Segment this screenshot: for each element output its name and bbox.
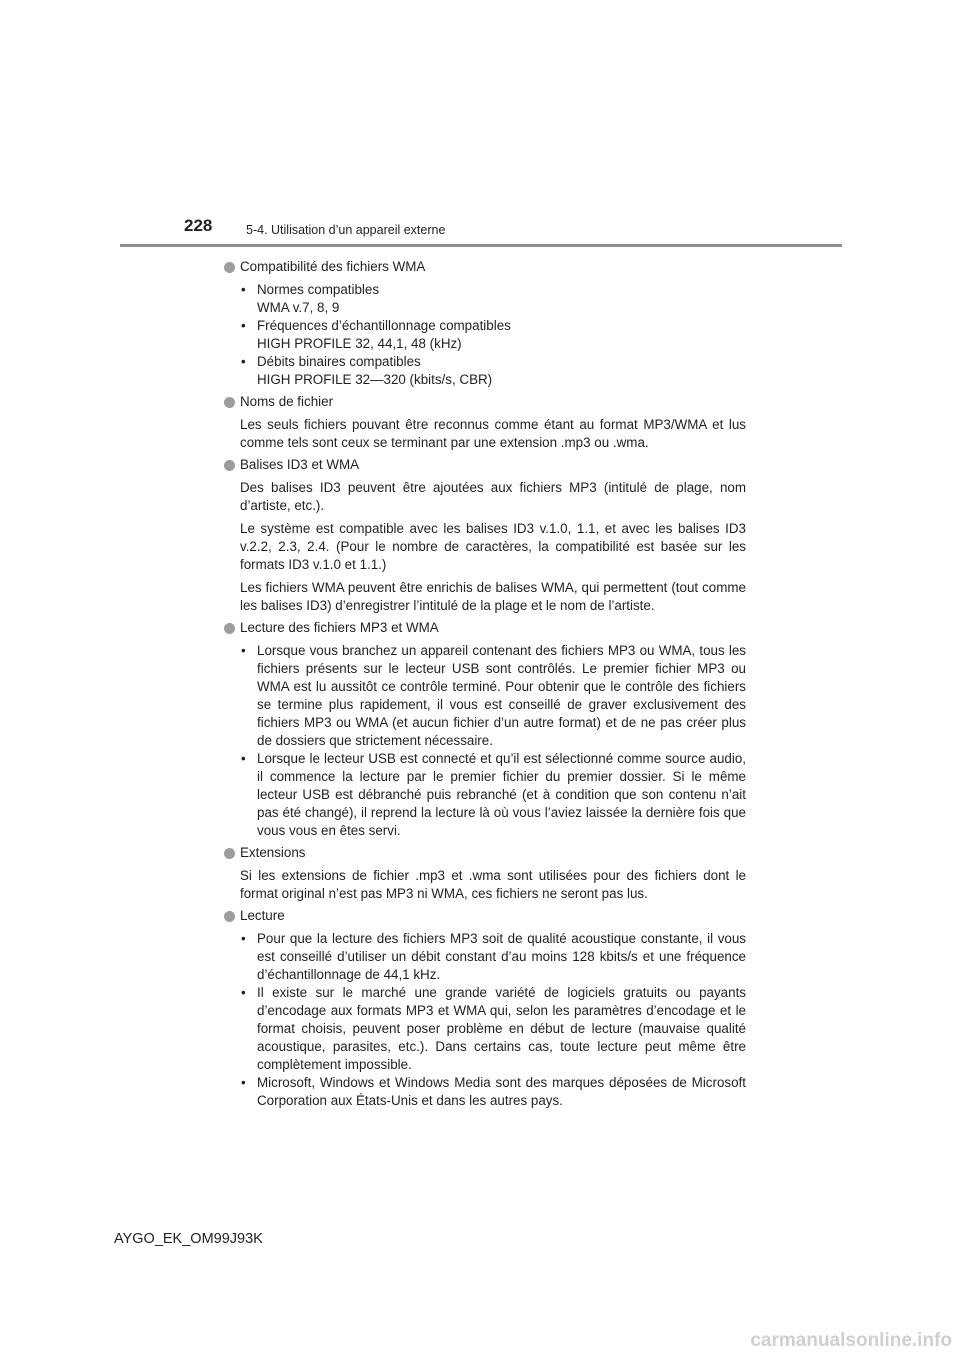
circle-bullet-icon	[224, 262, 235, 273]
section-mp3-wma-playback	[224, 619, 746, 840]
bullet-mark: •	[241, 1075, 246, 1090]
bullet-mark: •	[241, 282, 246, 297]
bullet-mark: •	[241, 354, 246, 369]
list-item	[240, 353, 746, 389]
header-divider	[120, 244, 842, 247]
item-list	[240, 930, 746, 1110]
circle-bullet-icon	[224, 397, 235, 408]
list-item	[240, 642, 746, 750]
section-header-title: 5-4. Utilisation d’un appareil externe	[246, 223, 446, 237]
page-content	[224, 254, 746, 1110]
paragraph: Des balises ID3 peuvent être ajoutées aux fichiers MP3 (intitulé de plage, nom d’artiste, etc.).	[240, 480, 746, 513]
list-item-text: Lorsque vous branchez un appareil contenant des fichiers MP3 ou WMA, tous les fichiers présents sur le lecteur USB sont contrôlés. Le premier fichier MP3 ou WMA est lu aussitôt ce contrôle terminé. Pour obtenir que le contrôle des fichiers se termine plus rapidement, il vous est conseillé de graver exclusivement des fichiers MP3 ou WMA (et aucun fichier d’un autre format) et de ne pas créer plus de dossiers que strictement nécessaire.	[257, 643, 746, 748]
section-title-text: Balises ID3 et WMA	[240, 457, 360, 472]
list-item	[240, 930, 746, 984]
section-title	[224, 619, 746, 637]
section-playback	[224, 907, 746, 1110]
section-extensions	[224, 844, 746, 903]
item-list	[240, 281, 746, 389]
list-item	[240, 984, 746, 1074]
section-title	[224, 393, 746, 411]
paragraph: Les fichiers WMA peuvent être enrichis de balises WMA, qui permettent (tout comme les balises ID3) d’enregistrer l’intitulé de la plage et le nom de l’artiste.	[240, 580, 746, 613]
bullet-mark: •	[241, 318, 246, 333]
circle-bullet-icon	[224, 848, 235, 859]
paragraph: Les seuls fichiers pouvant être reconnus comme étant au format MP3/WMA et lus comme tels sont ceux se terminant par une extension .mp3 ou .wma.	[240, 417, 746, 450]
list-item	[240, 1074, 746, 1110]
section-title	[224, 258, 746, 276]
bullet-mark: •	[241, 643, 246, 658]
section-title-text: Compatibilité des fichiers WMA	[240, 259, 426, 274]
section-title	[224, 456, 746, 474]
list-item-text: Normes compatibles	[257, 282, 380, 297]
section-title-text: Extensions	[240, 845, 306, 860]
circle-bullet-icon	[224, 460, 235, 471]
paragraph: Le système est compatible avec les balises ID3 v.1.0, 1.1, et avec les balises ID3 v.2.2, 2.3, 2.4. (Pour le nombre de caractères, la compatibilité est basée sur les formats ID3 v.1.0 et 1.1.)	[240, 521, 746, 572]
list-item-subtext: HIGH PROFILE 32—320 (kbits/s, CBR)	[257, 372, 493, 387]
bullet-mark: •	[241, 751, 246, 766]
page-number: 228	[184, 216, 213, 235]
watermark: carmanualsonline.info	[750, 1330, 952, 1351]
section-title	[224, 844, 746, 862]
list-item-text: Lorsque le lecteur USB est connecté et qu’il est sélectionné comme source audio, il commence la lecture par le premier fichier du premier dossier. Si le même lecteur USB est débranché puis rebranché (et à condition que son contenu n’ait pas été changé), il reprend la lecture là où vous l’aviez laissée la dernière fois que vous vous en êtes servi.	[257, 751, 746, 838]
circle-bullet-icon	[224, 623, 235, 634]
bullet-mark: •	[241, 985, 246, 1000]
list-item	[240, 281, 746, 317]
section-id3-wma-tags	[224, 456, 746, 615]
list-item-subtext: HIGH PROFILE 32, 44,1, 48 (kHz)	[257, 336, 462, 351]
list-item	[240, 317, 746, 353]
bullet-mark: •	[241, 931, 246, 946]
section-title-text: Lecture des fichiers MP3 et WMA	[240, 620, 439, 635]
list-item-text: Il existe sur le marché une grande variété de logiciels gratuits ou payants d’encodage aux formats MP3 et WMA qui, selon les paramètres d’encodage et le format choisis, peuvent poser problème en début de lecture (mauvaise qualité acoustique, parasites, etc.). Dans certains cas, toute lecture peut même être complètement impossible.	[257, 985, 746, 1072]
section-file-names	[224, 393, 746, 452]
section-wma-compatibility	[224, 258, 746, 389]
list-item	[240, 750, 746, 840]
list-item-text: Fréquences d’échantillonnage compatibles	[257, 318, 511, 333]
list-item-text: Débits binaires compatibles	[257, 354, 421, 369]
paragraph: Si les extensions de fichier .mp3 et .wma sont utilisées pour des fichiers dont le format original n’est pas MP3 ni WMA, ces fichiers ne seront pas lus.	[240, 868, 746, 901]
section-title-text: Noms de fichier	[240, 394, 334, 409]
section-title	[224, 907, 746, 925]
circle-bullet-icon	[224, 911, 235, 922]
list-item-text: Pour que la lecture des fichiers MP3 soit de qualité acoustique constante, il vous est conseillé d’utiliser un débit constant d’au moins 128 kbits/s et une fréquence d’échantillonnage de 44,1 kHz.	[257, 931, 746, 982]
item-list	[240, 642, 746, 840]
section-title-text: Lecture	[240, 908, 285, 923]
list-item-text: Microsoft, Windows et Windows Media sont des marques déposées de Microsoft Corporation aux États-Unis et dans les autres pays.	[257, 1075, 746, 1108]
list-item-subtext: WMA v.7, 8, 9	[257, 300, 340, 315]
document-code: AYGO_EK_OM99J93K	[114, 1231, 263, 1247]
